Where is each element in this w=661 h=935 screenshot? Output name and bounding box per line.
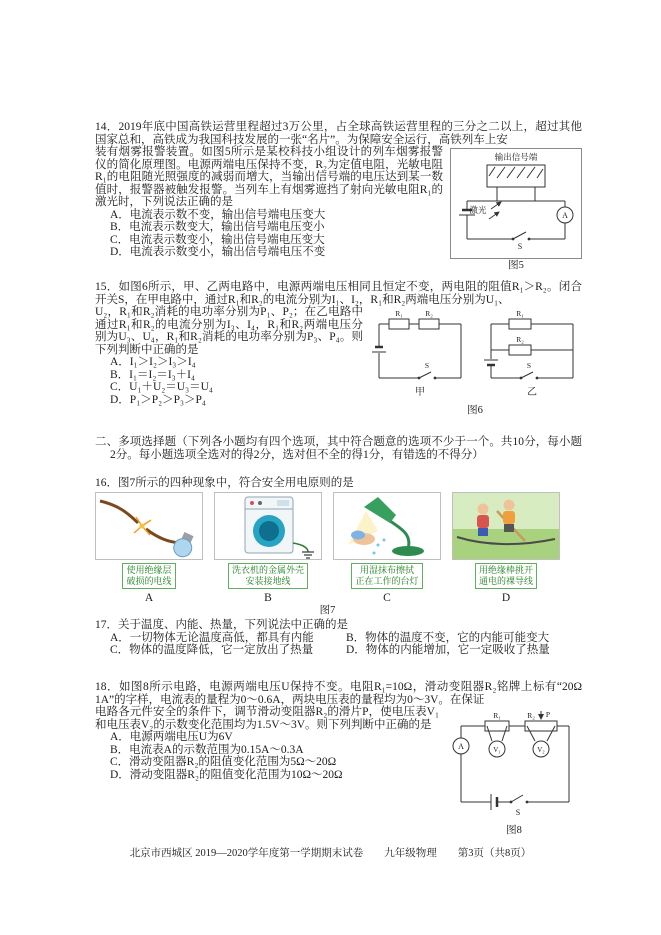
q16-letter-c: C [383, 591, 391, 604]
q17-option-b: B．物体的温度不变，它的内能可能变大 [346, 631, 550, 644]
fig8-wires [461, 721, 569, 802]
figure-5-caption: 图5 [508, 259, 524, 271]
q17-options [95, 632, 582, 657]
q16-stem: 16．图7所示的四种现象中，符合安全用电原则的是 [95, 477, 354, 489]
fig6-yi-r2-label: R₂ [516, 335, 524, 344]
question-17 [95, 619, 582, 657]
question-14 [95, 121, 582, 274]
q16-item-a [95, 492, 203, 605]
fig6-yi-name: 乙 [527, 387, 537, 398]
q18-option-a: A．电源两端电压U为6V [110, 731, 233, 743]
q16-item-b [214, 492, 322, 605]
illustration-washing-machine-ground [214, 492, 322, 560]
q17-option-a: A．一切物体无论温度高低，都具有内能 [110, 631, 314, 644]
fig6-yi-r1-label: R₁ [516, 309, 524, 318]
q16-caption-b: 洗衣机的金属外壳 安装接地线 [228, 563, 308, 589]
q18-option-b: B．电流表A的示数范围为0.15A～0.3A [110, 743, 304, 756]
figure-6 [368, 308, 582, 417]
fig6-jia-switch-label: S [424, 361, 430, 370]
question-15 [95, 281, 582, 419]
fig8-switch-label: S [515, 808, 521, 817]
question-18 [95, 681, 582, 839]
q16-letter-b: B [264, 591, 272, 604]
fig5-circuit-svg [451, 149, 581, 251]
fig8-ammeter-label: A [458, 742, 464, 751]
q15-option-d: D．P₁＞P₂＞P₃＞P₄ [110, 393, 206, 406]
fig5-laser-label: 激光 [469, 205, 487, 215]
q18-stem-part1: 18．如图8所示电路，电源两端电压U保持不变。电阻R₁=10Ω，滑动变阻器R₂铭牌上标有“20Ω 1A”的字样，电流表的量程为0～0.6A，两块电压表的量程均为0～3V。在保证 [95, 681, 582, 706]
illustration-damaged-wire [95, 492, 203, 560]
q16-caption-d: 用绝缘棒挑开 通电的裸导线 [475, 563, 537, 589]
q14-stem-part2: 装有烟雾报警装置。如图5所示是某校科技小组设计的列车烟雾报警仪的简化原理图。电源两端电压保持不变，R₂为定值电阻，光敏电阻R₁的电阻随光照强度的减弱而增大，当输出信号端的电压达到某一数值时，报警器被触发报警。当列车上有烟雾遮挡了射向光敏电阻R₁的激光时，下列说法正确的是 [95, 146, 443, 208]
q16-letter-d: D [501, 591, 511, 604]
section-2-header [95, 436, 582, 461]
figure-5 [450, 148, 582, 272]
q16-caption-a: 使用绝缘层 破损的电线 [122, 563, 175, 589]
q17-stem: 17．关于温度、内能、热量，下列说法中正确的是 [95, 619, 348, 631]
fig6-jia-circuit [372, 319, 461, 378]
q18-option-c: C．滑动变阻器R₂的阻值变化范围为5Ω～20Ω [110, 756, 337, 768]
q18-stem-part2: 电路各元件安全的条件下，调节滑动变阻器R₂的滑片P，使电压表V₁和电压表V₂的示数变化范围均为1.5V～3V。则下列判断中正确的是 [95, 706, 439, 731]
fig8-r1-label: R₁ [493, 711, 501, 720]
fig8-slider-label: P [545, 710, 551, 719]
fig6-yi-switch-label: S [526, 361, 532, 370]
illustration-insulated-rod-wire [452, 492, 560, 560]
question-16 [95, 477, 582, 618]
q14-option-a: A．电流表示数不变，输出信号端电压变大 [110, 208, 326, 221]
fig5-component-box [487, 165, 545, 187]
fig6-yi-switch-dot [520, 377, 523, 380]
fig5-switch-label: S [517, 242, 523, 251]
fig5-frame [450, 148, 582, 259]
q16-caption-c: 用湿抹布擦拭 正在工作的台灯 [351, 563, 422, 589]
q15-option-c: C．U₁＋U₂＝U₃＝U₄ [110, 381, 213, 393]
q17-option-c: C．物体的温度降低，它一定放出了热量 [110, 644, 314, 656]
illustration-wet-cloth-lamp [333, 492, 441, 560]
figure-8-caption: 图8 [506, 824, 522, 836]
section-2-title: 二、多项选择题（下列各小题均有四个选项，其中符合题意的选项不少于一个。共10分，每小题2分。每小题选项全选对的得2分，选对但不全的得1分，有错选的不得分） [95, 436, 582, 461]
q14-option-b: B．电流表示数变大，输出信号端电压变小 [110, 221, 325, 233]
q14-option-c: C．电流表示数变小，输出信号端电压变大 [110, 233, 325, 246]
fig8-circuit-svg [447, 708, 581, 820]
fig8-v2-label: V₂ [537, 746, 545, 754]
fig8-battery-icon [491, 794, 497, 810]
q17-option-d: D．物体的内能增加，它一定吸收了热量 [346, 644, 550, 656]
figure-6-caption: 图6 [467, 404, 483, 416]
figure-7-caption: 图7 [319, 605, 336, 616]
fig5-switch-icon [512, 232, 531, 240]
fig6-jia-r2-label: R₂ [425, 309, 433, 318]
q14-stem-part1: 14．2019年底中国高铁运营里程超过3万公里，占全球高铁运营里程的三分之二以上，超过其他国家总和，高铁成为我国科技发展的一张“名片”。为保障安全运行，高铁列车上安 [95, 121, 582, 146]
q15-option-a: A．I₁＞I₂＞I₃＞I₄ [110, 356, 196, 368]
q15-stem-part2: U₂，R₁和R₂消耗的电功率分别为P₁、P₂；在乙电路中通过R₁和R₂的电流分别为I₃、I₄，R₁和R₂两端电压分别为U₃、U₄，R₁和R₂消耗的电功率分别为P₃、P₄。则下列判断中正确的是 [95, 306, 363, 356]
fig8-switch-icon [510, 795, 529, 803]
fig6-jia-switch-dot [434, 377, 437, 380]
q16-item-c [333, 492, 441, 605]
q16-illustrations [95, 492, 582, 605]
q14-option-d: D．电流表示数变小，输出信号端电压不变 [110, 246, 326, 258]
fig6-jia-switch-dot2 [418, 377, 421, 380]
q18-option-d: D．滑动变阻器R₂的阻值变化范围为10Ω～20Ω [110, 768, 343, 781]
q15-option-b: B．I₁＝I₂＝I₃＋I₄ [110, 368, 196, 381]
fig6-jia-r1-label: R₁ [395, 309, 403, 318]
page-footer: 北京市西城区 2019—2020学年度第一学期期末试卷 九年级物理 第3页（共8页） [129, 848, 532, 859]
fig6-circuit-svg [369, 308, 581, 400]
fig6-yi-switch-dot2 [536, 377, 539, 380]
fig6-jia-name: 甲 [415, 387, 425, 398]
figure-8 [446, 708, 582, 837]
q16-item-d [452, 492, 560, 605]
fig5-output-terminal-label: 输出信号端 [494, 152, 538, 162]
fig8-v1-label: V₁ [493, 746, 501, 754]
fig8-r2-label: R₂ [527, 711, 535, 720]
fig5-laser-arrows [489, 202, 501, 219]
fig5-ammeter-label: A [562, 211, 568, 220]
q15-stem-part1: 15．如图6所示，甲、乙两电路中，电源两端电压相同且恒定不变，两电阻的阻值R₁＞R₂。闭合开关S，在甲电路中，通过R₁和R₂的电流分别为I₁、I₂，R₁和R₂两端电压分别为U₁、 [95, 281, 582, 306]
q16-letter-a: A [144, 591, 154, 604]
